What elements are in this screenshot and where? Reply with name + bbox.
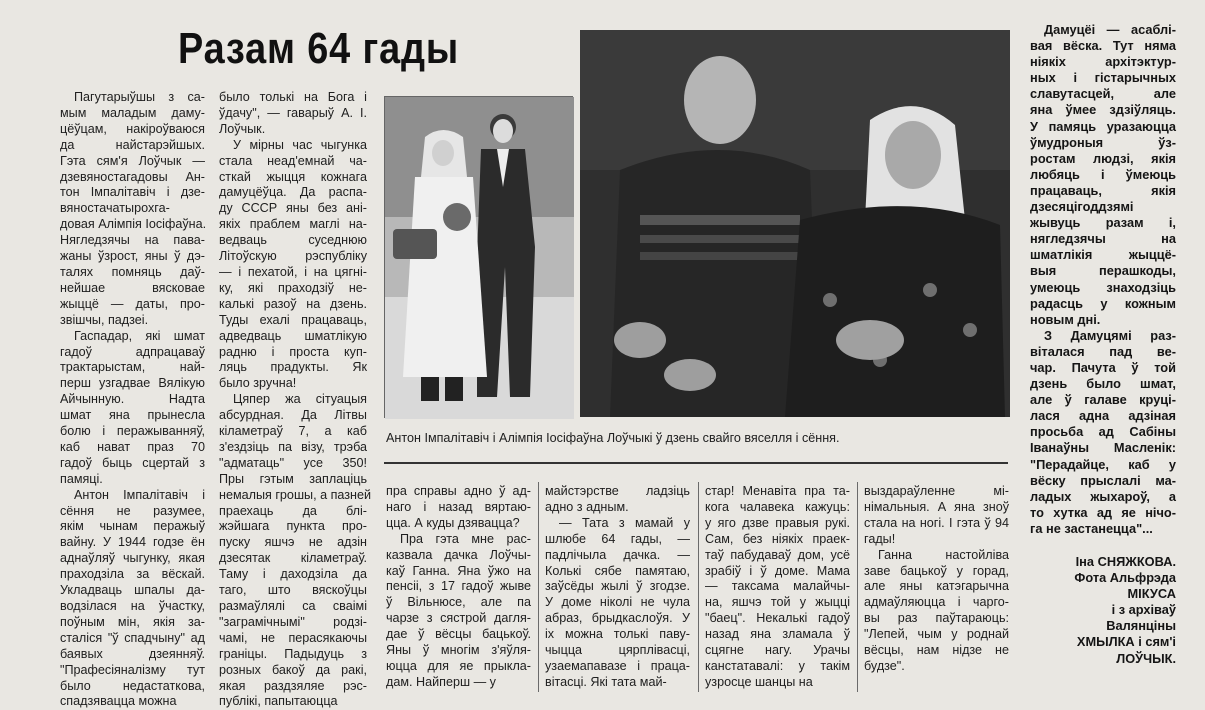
text-line: водзілася на ўчастку, [60,599,205,613]
text-line: дзесятак кіламетраў. [219,551,367,566]
text-line: вёску прыслалі ма- [1030,472,1176,488]
text-line: Ганна настойліва [878,547,1009,562]
text-line: дам. Найперш — у [386,674,496,689]
text-line: сцягне нагу. Урачы [705,643,850,658]
text-line: узросце шанцы на [705,674,813,689]
text-line: адведваць шматлікую [219,328,367,343]
article-title: Разам 64 гады [178,24,460,73]
text-line: будзе". [864,658,905,673]
text-line: — таксама малайчы- [705,579,850,594]
text-line: чар. Пачута ў той [1030,359,1176,375]
text-line: дзесяцігоддзямі [1030,199,1134,215]
text-line: таў пабудаваў дом, усё [705,547,850,562]
text-line: Нягледзячы на пава- [60,233,205,248]
text-line: адно з адным. [545,499,629,514]
text-line: якая раздзяляе рэс- [219,678,367,693]
text-line: сткай жыцця кожнага [219,169,367,184]
text-line: "Перадайце, каб у [1030,456,1176,472]
text-line: "Лепей, чым у роднай [864,627,1009,642]
text-line: гадоў адпрацаваў [60,344,205,359]
text-line: Таму і даходзіла да [219,567,367,582]
text-line: але яны катэгарычна [864,579,1009,594]
article-column-1 [60,90,207,709]
article-column-7 [1030,22,1176,702]
text-line: жывуць разам і, [1030,215,1176,231]
text-line: поўным мін, якія за- [60,614,205,629]
text-line: просьба ад Сабіны [1030,424,1176,440]
text-line: гады! [864,531,896,546]
text-line: Айчынную. Надта [60,392,205,407]
text-line: нягледзячы на [1030,231,1176,247]
photo-credit-line: МІКУСА [1127,586,1176,602]
text-line: вяностачатырохга- [60,201,170,216]
section-divider [384,462,1008,464]
text-line: канстатавалі: у такім [705,658,850,673]
text-line: спадзявацца можна [60,694,177,709]
wedding-photo-image [385,97,574,419]
text-line: радню і проста куп- [219,344,367,359]
text-line: праехаць да блі- [219,503,367,518]
text-line: ў Вільнюсе, але па [386,595,531,610]
text-line: чарзе з сястрой дагля- [386,611,531,626]
text-line: абраз, брыдкаслоўя. У [545,611,690,626]
text-line: умеюць знаходзіць [1030,279,1176,295]
text-line: якіх праблем маглі на- [219,217,367,232]
text-line: У доме ніколі не чула [545,595,690,610]
text-line: узаемапавазе і праца- [545,658,690,673]
text-line: якім чынам перажыў [60,519,205,534]
text-line: вітасці. Які тата май- [545,674,667,689]
text-line: у яго дзве правыя рукі. [705,515,850,530]
column-divider [857,482,858,692]
text-line: звішчы, падзеі. [60,312,149,327]
text-line: радасць у кожным [1030,295,1176,311]
text-line: яна ўмее здзіўляць. [1030,102,1176,118]
author-name: Іна СНЯЖКОВА. [1075,554,1176,569]
text-line: Колькі сябе памятаю, [545,563,690,578]
photo-credit-line: Валянціны [1106,618,1176,634]
text-line: з'ездзіць па візу, трэба [219,439,367,454]
text-line: чыцца цярплівасці, [545,643,690,658]
photo-credit-line: ЛОЎЧЫК. [1116,650,1176,666]
text-line: стала неад'емнай ча- [219,153,367,168]
text-line: Літоўскую рэспубліку [219,249,367,264]
couple-today-photo [580,30,1010,417]
text-line: З Дамуцямі раз- [1044,327,1176,343]
text-line: тон Імпалітавіч і дзе- [60,185,205,200]
text-line: лася адна адзіная [1030,408,1176,424]
text-line: нейшае вясковае [60,280,205,295]
text-line: але ў галаве круці- [1030,392,1176,408]
text-line: юцца для яе прыкла- [386,658,531,673]
text-line: жэйшага пункта про- [219,519,367,534]
text-line: Пагутарыўшы з са- [74,90,205,104]
text-line: дамуцёўца. Да распа- [219,185,367,200]
text-line: Пра гэта мне рас- [400,531,531,546]
text-line: выздараўленне мі- [864,484,1009,498]
text-line: трактарыстам, най- [60,360,205,375]
text-line: ляць прадукты. Як [219,360,367,375]
text-line: дзевяностагадовы Ан- [60,169,205,184]
text-line: граніцы. Падыдуць з [219,646,367,661]
text-line: славутасцей, але [1030,86,1176,102]
text-line: немалыя грошы, а пазней [219,487,372,502]
text-line: заве бацькоў у горад, [864,563,1009,578]
text-line: віталася пад ве- [1030,343,1176,359]
text-line: Антон Імпалітавіч і [74,487,205,502]
text-line: Сам, без ніякіх праек- [705,531,850,546]
text-line: вы раз паўтараюць: [864,611,1009,626]
text-line: таго, што вяскоўцы [219,583,367,598]
text-line: талях помняць даў- [60,264,205,279]
article-column-3 [386,484,531,694]
text-line: размаўлялі са сваімі [219,599,367,613]
text-line: калькі разоў на дзень. [219,296,367,311]
text-line: Лоўчык. [219,121,266,136]
text-line: Гаспадар, які шмат [74,328,205,343]
text-line: шлюбе 64 гады, — [545,531,690,546]
text-line: любяць і ўмеюць [1030,166,1176,182]
text-line: баявых дзеянняў. [60,646,205,661]
text-line: каў Ганна. Яна ўжо на [386,563,531,578]
text-line: вёсцы, нам нідзе не [864,643,1009,658]
text-line: ростам людзі, якія [1030,150,1176,166]
text-line: назад яна зламала ў [705,627,850,642]
text-line: мым маладым даму- [60,105,205,120]
text-line: да найстарэйшых. [60,137,205,152]
text-line: казвала дачка Лоўчы- [386,547,531,562]
text-line: "заграмічнымі" родзі- [219,614,367,629]
text-line: то хутка ад яе нічо- [1030,504,1176,520]
text-line: было толькі на Бога і [219,90,367,104]
text-line: У памяць уразаюцца [1030,118,1176,134]
text-line: пра справы адно ў ад- [386,484,531,498]
text-line: болю і перажыванняў, [60,424,205,439]
text-line: шматлікія жыццё- [1030,247,1176,263]
text-line: Туды ехалі працаваць, [219,312,367,327]
text-line: выя перашкоды, [1030,263,1176,279]
wedding-photo [384,96,573,418]
text-line: Яны ў многім з'яўля- [386,643,531,658]
text-line: ду СССР яны без ані- [219,201,367,216]
text-line: "баец". Некалькі гадоў [705,611,850,626]
text-line: дзень было шмат, [1030,376,1176,392]
text-line: кіламетраў 7, а каб [219,424,367,439]
text-line: гадоў быць сцертай з [60,455,205,470]
article-column-5 [705,484,850,694]
photo-credit-line: ХМЫЛКА і сям'і [1076,634,1176,650]
text-line: ведваць суседнюю [219,233,367,248]
text-line: У мірны час чыгунка [233,137,367,152]
text-line: вайну. У 1944 годзе ён [60,535,205,550]
text-line: ніякіх архітэктур- [1030,54,1176,70]
text-line: ўдачу", — гаварыў А. І. [219,105,367,120]
text-line: сталіся "ў спадчыну" ад [60,630,205,645]
text-line: было зручна! [219,376,297,391]
text-line: жаны ўзрост, яны ў дэ- [60,249,205,264]
couple-today-image [580,30,1010,417]
text-line: чамі, не перасякаючы [219,630,367,645]
text-line: пенсіі, з 17 гадоў жыве [386,579,531,594]
text-line: новым дні. [1030,311,1101,327]
text-line: "Прафесіяналізму тут [60,662,205,677]
article-column-6 [864,484,1009,694]
text-line: майстэрстве ладзіць [545,484,690,498]
text-line: наго і назад вяртаю- [386,499,531,514]
text-line: праходзіла за вёскай. [60,567,205,582]
photo-caption: Антон Імпалітавіч і Алімпія Іосіфаўна Лоўчыкі ў дзень свайго вяселля і сёння. [386,431,840,445]
text-line: Укладваць шпалы да- [60,583,205,598]
photo-credit-line: і з архіваў [1111,602,1176,618]
text-line: Дамуцёі — асаблі- [1044,22,1176,37]
column-divider [538,482,539,692]
text-line: ўмудроныя ўз- [1030,134,1176,150]
text-line: цёўцам, накіроўваюся [60,121,205,136]
text-line: Гэта сям'я Лоўчык — [60,153,205,168]
text-line: падлічыла дачка. — [545,547,690,562]
text-line: вая вёска. Тут няма [1030,38,1176,54]
text-line: было недастаткова, [60,678,205,693]
text-line: цца. А куды дзявацца? [386,515,520,530]
photo-credit-line: Фота Альфрэда [1074,570,1176,586]
text-line: жыццё — даты, про- [60,296,205,311]
text-line: кога чалавека кажуць: [705,499,850,514]
text-line: сёння не разумее, [60,503,205,518]
text-line: дае ў вёсцы бацькоў. [386,627,531,642]
text-line: ных і гістарычных [1030,70,1176,86]
column-divider [698,482,699,692]
text-line: публікі, папытаюцца [219,694,338,709]
text-line: шмат яна прынесла [60,408,205,423]
text-line: пуску яшчэ не адзін [219,535,367,550]
text-line: перш узгадвае Вялікую [60,376,205,391]
text-line: заўсёды жылі ў згодзе. [545,579,690,594]
text-line: ладых жыхароў, а [1030,488,1176,504]
text-line: на, яшчэ той у жыцці [705,595,850,610]
text-line: Цяпер жа сітуацыя [233,392,367,407]
article-column-4 [545,484,690,694]
text-line: стар! Менавіта пра та- [705,484,850,498]
text-line: абсурдная. Да Літвы [219,408,367,423]
text-line: іх можна толькі паву- [545,627,690,642]
text-line: адмаўляюцца і чарго- [864,595,1009,610]
text-line: стала на ногі. І гэта ў 94 [864,515,1009,530]
text-line: працаваць, якія [1030,182,1176,198]
article-column-2 [219,90,372,709]
text-line: — Тата з мамай у [559,515,690,530]
text-line: "адматаць" усе 350! [219,455,367,470]
text-line: ку, які праходзіў не- [219,280,367,295]
text-line: каб нават праз 70 [60,439,205,454]
text-line: памяці. [60,471,103,486]
text-line: довая Алімпія Іосіфаўна. [60,217,207,232]
text-line: зрабіў і ў доме. Мама [705,563,850,578]
text-line: Іванаўны Масленік: [1030,440,1176,456]
text-line: — і пехатой, і на цягні- [219,264,367,279]
text-line: га не застанецца"... [1030,520,1153,536]
text-line: аднаўляў чыгунку, якая [60,551,205,566]
text-line: Пры гэтым заплаціць [219,471,367,486]
text-line: розных бакоў да ракі, [219,662,367,677]
text-line: німальныя. А яна зноў [864,499,1009,514]
